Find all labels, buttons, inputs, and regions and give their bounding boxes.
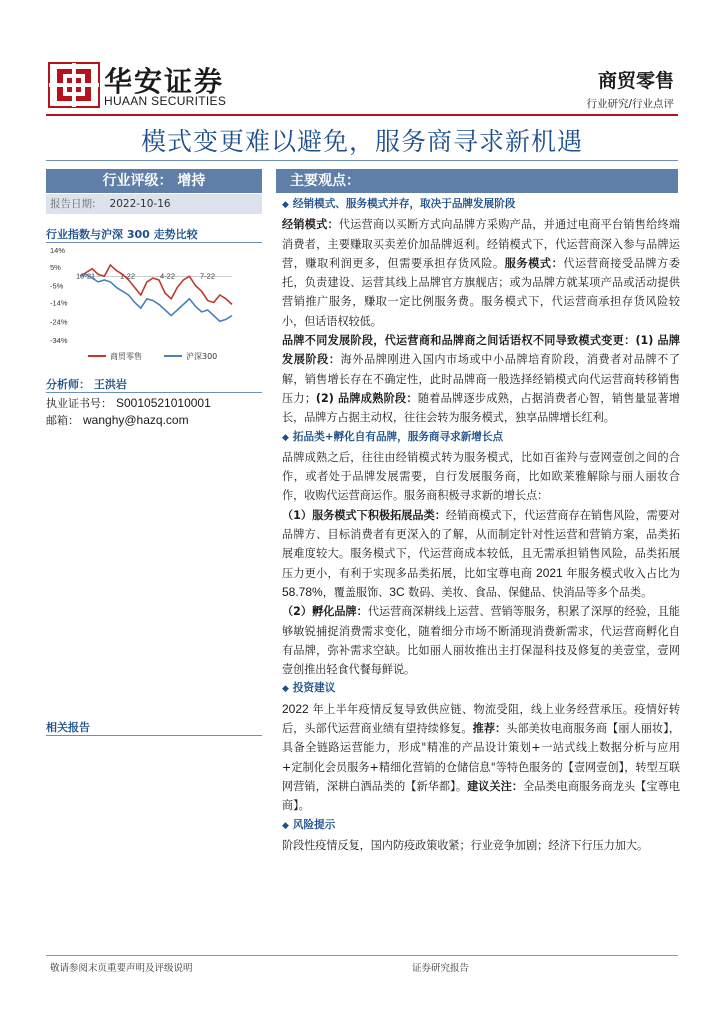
bold-label: 建议关注： <box>467 779 524 793</box>
bold-label: 服务模式： <box>504 256 564 270</box>
paragraph-text: 代运营商以买断方式向品牌方采购产品，并通过电商平台销售给终端消费者，主要赚取买卖差价加品牌返利。经销模式下，代运营商深入参与品牌运营，赚取利润更多，但需要承担存货风险。 <box>282 218 680 270</box>
footer-disclaimer: 敬请参阅末页重要声明及评级说明 <box>50 963 193 974</box>
email-label: 邮箱： <box>46 414 79 427</box>
paragraph-text: 代运营商接受品牌方委托，负责建设、运营其线上品牌官方旗舰店；或为品牌方就某项产品或活动提供营销推广服务，赚取一定比例服务费。服务模式下，代运营商承担存货风险较小，但话语权较低。 <box>282 256 680 328</box>
cert-value: S0010521010001 <box>116 396 211 410</box>
section-heading-text: 经销模式、服务模式并存，取决于品牌发展阶段 <box>292 198 516 210</box>
industry-rating: 行业评级： 增持 <box>46 169 262 193</box>
bold-label: 经销模式： <box>282 218 339 232</box>
bold-label: （2）孵化品牌： <box>282 605 368 619</box>
bold-label: （1）服务模式下积极拓展品类： <box>282 508 446 522</box>
section-heading <box>282 679 680 699</box>
number-text: 58.78% <box>282 584 323 599</box>
analyst-header: 分析师： 王洪岩 <box>46 378 127 391</box>
report-date-label: 报告日期: <box>50 198 96 210</box>
paragraph <box>282 215 680 331</box>
brand-name-en: HUAAN SECURITIES <box>104 94 227 108</box>
number-text: 2022 <box>282 701 309 716</box>
paragraph-text: 品牌成熟之后，往往由经销模式转为服务模式，比如百雀羚与壹网壹创之间的合作，或者处于品牌发展需要，自行发展服务商，比如欧莱雅解除与丽人丽妆合作，收购代运营商运作。服务商积极寻求新的增长点： <box>282 450 680 503</box>
paragraph-text: 年上半年疫情反复导致供应链、物流受阻，线上业务经营承压。疫情好转后，头部代运营商业绩有望持续修复。 <box>282 702 680 736</box>
paragraph-text: 全品类电商服务商龙头【宝尊电商】。 <box>282 779 680 813</box>
x-tick-label: 1-22 <box>120 271 136 281</box>
y-tick-label: 14% <box>50 246 66 255</box>
paragraph-text: 年服务模式收入占比为 <box>562 566 680 580</box>
report-date-row <box>46 194 262 214</box>
footer-divider <box>46 955 678 956</box>
section-heading-text: 投资建议 <box>292 682 336 695</box>
header-divider <box>46 114 678 116</box>
cert-label: 执业证书号： <box>46 397 112 410</box>
legend-label: 商贸零售 <box>110 352 142 361</box>
series-line <box>80 274 232 321</box>
paragraph <box>282 602 680 679</box>
bold-label: (2) 品牌成熟阶段： <box>315 391 418 405</box>
paragraph-text: 经销商模式下，代运营商存在销售风险，需要对品牌方、目标消费者有更深入的了解，从而制定针对性运营和营销方案，品类拓展难度较大。服务模式下，代运营商成本较低，且无需承担销售风险，品类拓展压力更小，有利于实现多品类拓展，比如宝尊电商 <box>282 508 680 580</box>
analyst-divider <box>46 392 262 393</box>
section-heading-text: 风险提示 <box>292 818 336 831</box>
legend-label: 沪深300 <box>186 352 218 361</box>
y-tick-label: -5% <box>50 281 64 291</box>
related-reports-divider <box>46 735 262 736</box>
x-tick-label: 4-22 <box>160 271 176 281</box>
cert-row <box>46 395 211 411</box>
diamond-bullet-icon: ◆ <box>282 200 289 210</box>
y-tick-label: -14% <box>50 298 68 308</box>
email-row <box>46 412 189 428</box>
chart-title: 行业指数与沪深 300 走势比较 <box>46 228 198 241</box>
bold-label: 品牌不同发展阶段，代运营商和品牌商之间话语权不同导致模式变更：(1) 品牌发展阶段： <box>282 334 680 367</box>
chart-title-divider <box>46 242 262 243</box>
paragraph <box>282 448 680 506</box>
section-heading <box>282 428 680 448</box>
sector-label: 商贸零售 <box>597 70 674 92</box>
paragraph-text: 数码、美妆、食品、保健品、快消品等多个品类。 <box>404 585 653 599</box>
paragraph <box>282 700 680 816</box>
paragraph-text: 头部美妆电商服务商【丽人丽妆】，具备全链路运营能力，形成"精准的产品设计策划+一站式线上数据分析与应用+定制化会员服务+精细化营销的仓储信息"等特色服务的【壹网壹创】，转型互联网营销，深耕白酒品类的【新华都】。 <box>282 722 680 793</box>
diamond-bullet-icon: ◆ <box>282 820 289 831</box>
paragraph-text: 随着品牌逐步成熟，占据消费者心智，销售量显著增长，品牌方占据主动权，往往会转为服务模式，独享品牌增长红利。 <box>282 391 680 425</box>
paragraph-text: 海外品牌刚进入国内市场或中小品牌培育阶段，消费者对品牌不了解，销售增长存在不确定性，此时品牌商一般选择经销模式向代运营商转移销售压力； <box>282 353 680 405</box>
x-tick-label: 10-21 <box>76 271 96 281</box>
number-text: 3C <box>389 584 405 599</box>
diamond-bullet-icon: ◆ <box>282 432 289 443</box>
main-content <box>282 195 680 855</box>
diamond-bullet-icon: ◆ <box>282 684 289 695</box>
x-tick-label: 7-22 <box>200 271 216 281</box>
y-tick-label: -34% <box>50 336 68 345</box>
report-date-value: 2022-10-16 <box>109 198 171 210</box>
bold-label: 推荐： <box>472 722 507 736</box>
main-view-header: 主要观点： <box>276 169 678 193</box>
related-reports-header: 相关报告 <box>46 721 90 734</box>
y-tick-label: 5% <box>50 262 61 272</box>
huaan-logo-icon <box>48 62 100 108</box>
paragraph-text: ，覆盖服饰、 <box>322 585 390 599</box>
paragraph-text: 代运营商深耕线上运营、营销等服务，积累了深厚的经验，且能够敏锐捕捉消费需求变化，随着细分市场不断涌现消费新需求，代运营商孵化自有品牌，弥补需求空缺。比如丽人丽妆推出主打保湿科技及修复的美壹堂，壹网壹创推出轻食代餐每鲜说。 <box>282 605 680 677</box>
index-comparison-chart <box>46 244 262 368</box>
paragraph <box>282 836 680 855</box>
footer-report-type: 证券研究报告 <box>412 963 470 974</box>
paragraph <box>282 331 680 427</box>
email-value[interactable]: wanghy@hazq.com <box>83 413 189 427</box>
section-heading <box>282 816 680 836</box>
section-heading-text: 拓品类+孵化自有品牌，服务商寻求新增长点 <box>292 430 504 443</box>
report-type-label: 行业研究/行业点评 <box>586 98 674 110</box>
page-title: 模式变更难以避免，服务商寻求新机遇 <box>140 127 583 156</box>
y-tick-label: -24% <box>50 317 68 327</box>
paragraph <box>282 506 680 602</box>
title-divider <box>46 160 678 161</box>
brand-name-cn: 华安证券 <box>104 65 225 98</box>
number-text: 2021 <box>536 565 563 580</box>
section-heading <box>282 195 680 215</box>
paragraph-text: 阶段性疫情反复，国内防疫政策收紧；行业竞争加剧；经济下行压力加大。 <box>282 838 649 852</box>
